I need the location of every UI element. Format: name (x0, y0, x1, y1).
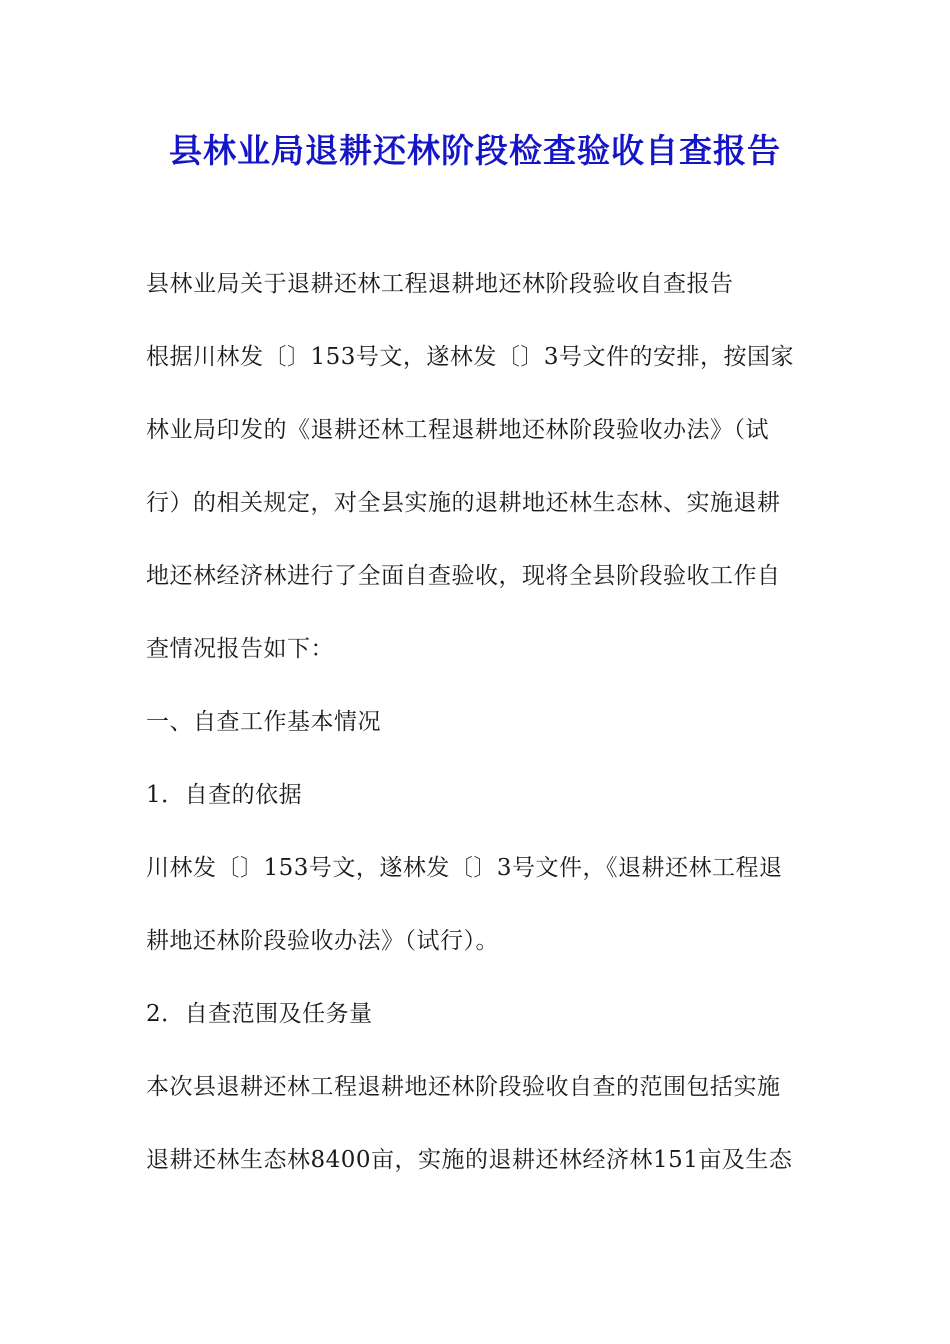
body-line-6: 查情况报告如下： (146, 636, 334, 662)
body-line-1: 县林业局关于退耕还林工程退耕地还林阶段验收自查报告 (146, 271, 734, 297)
body-line-3: 林业局印发的《退耕还林工程退耕地还林阶段验收办法》（试 (146, 417, 769, 443)
body-line-5: 地还林经济林进行了全面自查验收，现将全县阶段验收工作自 (146, 563, 781, 589)
document-title: 县林业局退耕还林阶段检查验收自查报告 (169, 131, 781, 170)
subsection-heading-1: 1．自查的依据 (146, 782, 303, 808)
body-line-9: 本次县退耕还林工程退耕地还林阶段验收自查的范围包括实施 (146, 1074, 781, 1100)
body-line-10: 退耕还林生态林8400亩，实施的退耕还林经济林151亩及生态 (146, 1147, 793, 1173)
section-heading-1: 一、自查工作基本情况 (146, 709, 381, 735)
body-line-2: 根据川林发〔〕153号文，遂林发〔〕3号文件的安排，按国家 (146, 344, 795, 370)
body-line-4: 行）的相关规定，对全县实施的退耕地还林生态林、实施退耕 (146, 490, 781, 516)
document-body (146, 262, 810, 1211)
subsection-heading-2: 2．自查范围及任务量 (146, 1001, 373, 1027)
body-line-7: 川林发〔〕153号文，遂林发〔〕3号文件，《退耕还林工程退 (146, 855, 783, 881)
body-line-8: 耕地还林阶段验收办法》（试行）。 (146, 928, 499, 954)
